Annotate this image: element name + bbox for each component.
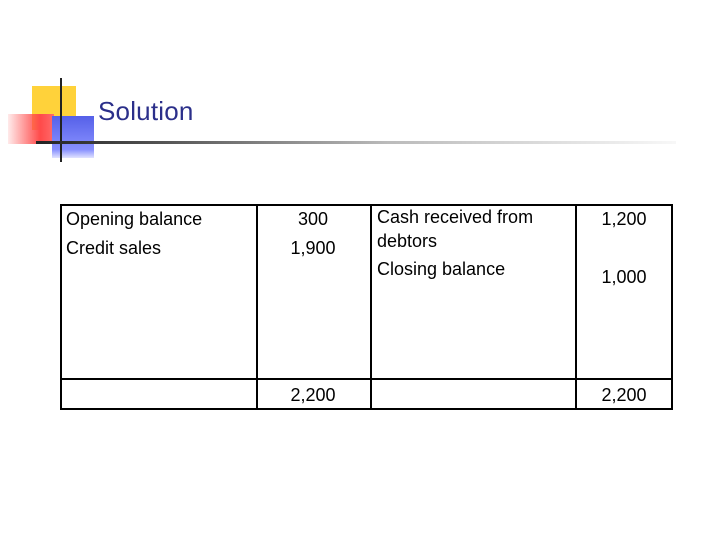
debit-label-credit-sales: Credit sales [66,238,162,258]
debit-amount-opening-balance: 300 [297,209,329,229]
credit-amount-closing-balance: 1,000 [601,267,647,287]
credit-labels [377,205,573,281]
credit-label-cash-received-line1: Cash received from [377,207,534,227]
credit-amount-cash-received: 1,200 [601,209,647,229]
credit-label-closing-balance: Closing balance [377,259,506,279]
debit-labels [66,205,254,263]
debit-label-opening-balance: Opening balance [66,209,203,229]
debit-amount-credit-sales: 1,900 [290,238,336,258]
credit-amounts [579,205,669,292]
slide-logo-decoration [0,0,120,170]
vertical-rule-decoration [60,78,62,162]
credit-label-cash-received-line2: debtors [377,231,438,251]
title-underline [36,141,676,144]
red-square-decoration [8,114,54,144]
t-account-table [60,204,673,410]
total-row-divider [60,378,673,380]
blue-square-decoration [52,116,94,158]
slide-title: Solution [98,96,194,126]
debit-total: 2,200 [290,385,336,405]
credit-total: 2,200 [601,385,647,405]
debit-amounts [260,205,366,263]
